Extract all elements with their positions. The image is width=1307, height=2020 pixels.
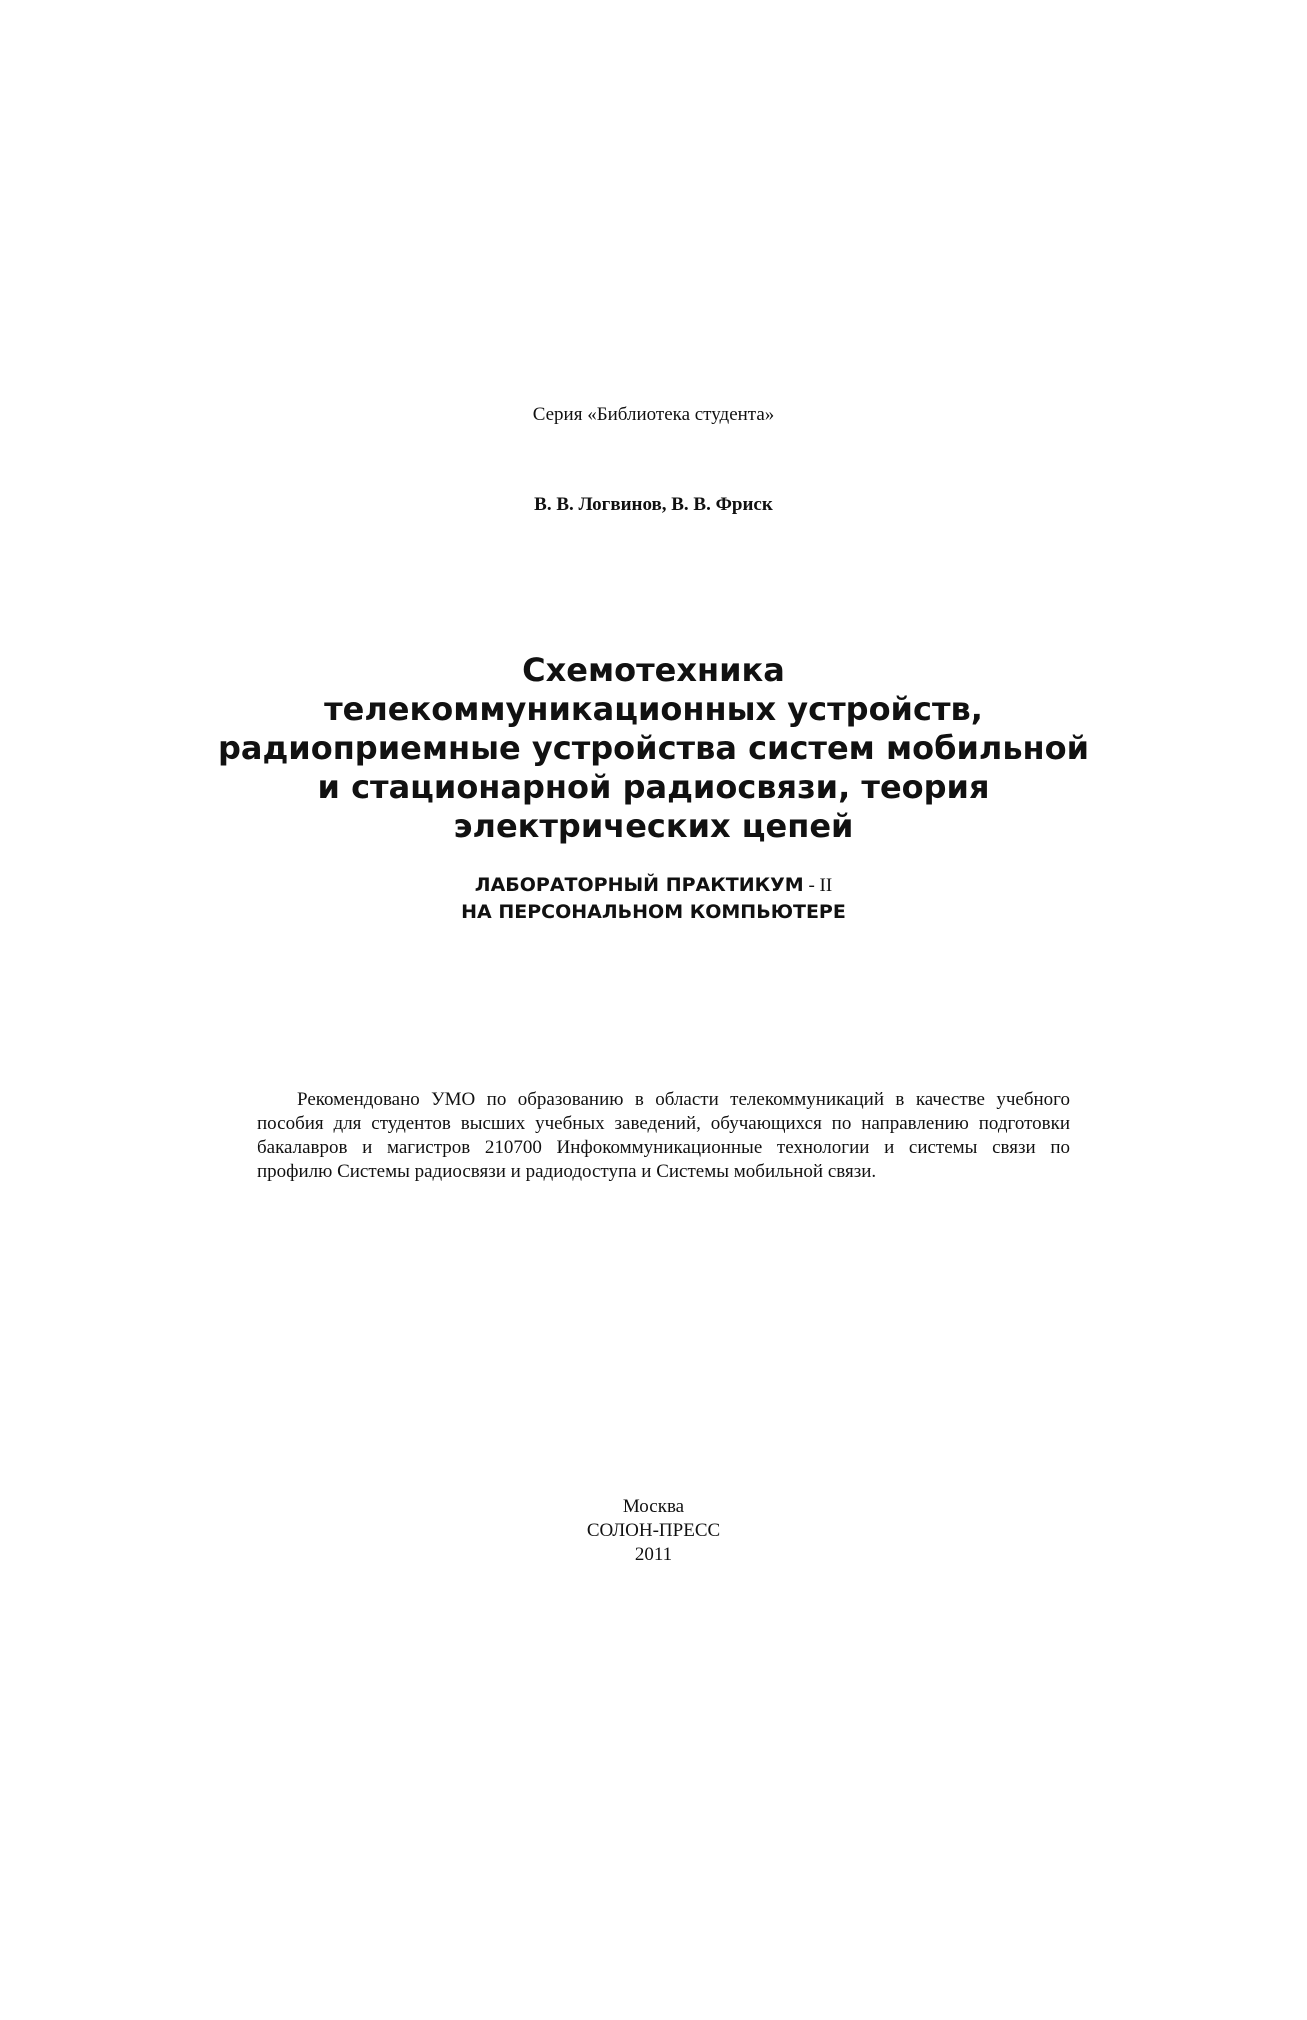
subtitle-line-2: НА ПЕРСОНАЛЬНОМ КОМПЬЮТЕРЕ xyxy=(461,901,846,923)
title-line: радиоприемные устройства систем мобильной xyxy=(217,729,1090,767)
imprint-city: Москва xyxy=(622,1496,685,1517)
recommendation-line: профилю Системы радиосвязи и радиодоступа и Системы мобильной связи. xyxy=(257,1161,877,1182)
imprint-year: 2011 xyxy=(634,1544,673,1565)
subtitle-line-1 xyxy=(0,872,1307,899)
imprint-publisher: СОЛОН-ПРЕСС xyxy=(586,1520,721,1541)
book-title xyxy=(0,651,1307,846)
recommendation-line: бакалавров и магистров 210700 Инфокоммуникационные технологии и системы связи по xyxy=(257,1137,1070,1158)
recommendation-line: Рекомендовано УМО по образованию в области телекоммуникаций в качестве учебного xyxy=(297,1089,1070,1110)
imprint xyxy=(0,1495,1307,1567)
subtitle-part-number: II xyxy=(819,875,833,896)
subtitle-text: ЛАБОРАТОРНЫЙ ПРАКТИКУМ xyxy=(474,874,804,896)
title-line: Схемотехника xyxy=(522,651,785,689)
title-line: электрических цепей xyxy=(453,807,854,845)
subtitle-separator: - xyxy=(803,875,820,896)
recommendation-paragraph xyxy=(257,1088,1070,1184)
recommendation-line: пособия для студентов высших учебных заведений, обучающихся по направлению подготовки xyxy=(257,1113,1070,1134)
title-line: и стационарной радиосвязи, теория xyxy=(317,768,990,806)
authors: В. В. Логвинов, В. В. Фриск xyxy=(534,494,773,515)
title-line: телекоммуникационных устройств, xyxy=(324,690,983,728)
subtitle xyxy=(0,872,1307,925)
series-line: Серия «Библиотека студента» xyxy=(532,404,775,425)
